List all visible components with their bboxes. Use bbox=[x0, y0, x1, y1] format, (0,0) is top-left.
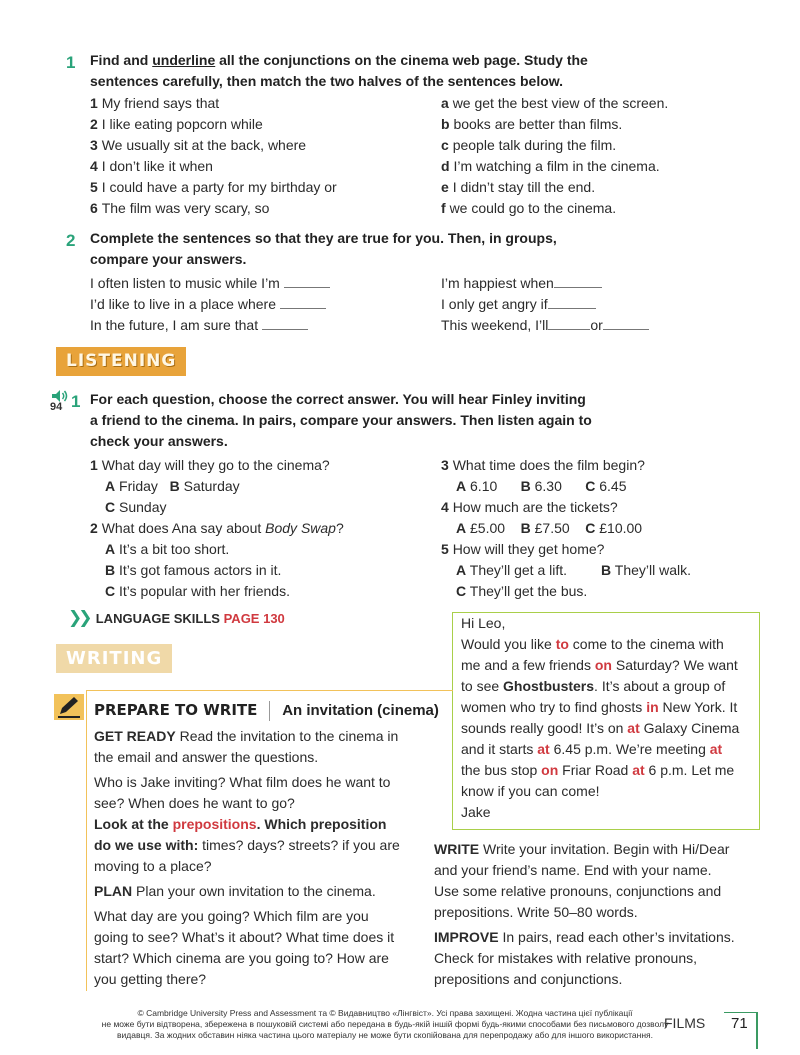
section-label: FILMS bbox=[664, 1015, 706, 1031]
track-number: 94 bbox=[50, 401, 63, 413]
list-item: 3 We usually sit at the back, where bbox=[90, 137, 307, 153]
list-item: e I didn’t stay till the end. bbox=[441, 179, 596, 195]
answer-option[interactable]: C It’s popular with her friends. bbox=[105, 583, 290, 599]
option[interactable]: £7.50 bbox=[534, 520, 570, 536]
question: 2 What does Ana say about Body Swap? bbox=[90, 520, 344, 536]
list-item: 4 I don’t like it when bbox=[90, 158, 213, 174]
audio-icon[interactable] bbox=[50, 388, 70, 402]
sentence-prompts-right bbox=[441, 273, 761, 336]
answer-options: A 6.10 B 6.30 C 6.45 bbox=[456, 478, 627, 494]
sentence-prompts-left bbox=[90, 273, 430, 336]
page-number: 71 bbox=[731, 1015, 748, 1032]
option[interactable]: They’ll get a lift. bbox=[469, 562, 568, 578]
questions-right bbox=[441, 455, 771, 602]
answer-blank[interactable] bbox=[548, 315, 590, 330]
question: 1 What day will they go to the cinema? bbox=[90, 457, 330, 473]
list-item: b books are better than films. bbox=[441, 116, 623, 132]
prepare-text: GET READY Read the invitation to the cinema in the email and answer the questions. Who is Jake inviting? What film does he want to see? When does he want to go? Look at the prepositions. Which preposition do we use with: times? days? streets? if you are moving to a place? PLAN Plan your own invitation to the cinema. What day are you going? Which film are you going to see? What’s it about? What time does it start? Which cinema are you going to? How are you getting there? bbox=[94, 728, 400, 987]
question: 3 What time does the film begin? bbox=[441, 457, 645, 473]
question: 5 How will they get home? bbox=[441, 541, 605, 557]
exercise-instruction-line2: a friend to the cinema. In pairs, compare your answers. Then listen again to bbox=[90, 412, 592, 428]
writing-banner: WRITING bbox=[56, 644, 172, 673]
answer-blank[interactable] bbox=[284, 273, 330, 288]
answer-options: C Sunday bbox=[105, 499, 167, 515]
prompt-text: This weekend, I’ll bbox=[441, 317, 549, 333]
exercise-instruction: Find and underline all the conjunctions on the cinema web page. Study the bbox=[90, 52, 588, 68]
prompt-text: I only get angry if bbox=[441, 296, 548, 312]
answer-options: A £5.00 B £7.50 C £10.00 bbox=[456, 520, 643, 536]
answer-option[interactable]: B It’s got famous actors in it. bbox=[105, 562, 282, 578]
answer-blank[interactable] bbox=[603, 315, 649, 330]
exercise-number: 1 bbox=[66, 53, 76, 72]
option[interactable]: Saturday bbox=[183, 478, 240, 494]
option[interactable]: £5.00 bbox=[470, 520, 506, 536]
question: 4 How much are the tickets? bbox=[441, 499, 618, 515]
write-task: WRITE Write your invitation. Begin with Hi/Dear and your friend’s name. End with your name. Use some relative pronouns, conjunctions and prepositions. Write 50–80 words. IMPROVE In pairs, read each other’s invitations. Check for mistakes with relative pronouns, prepositions and conjunctions. bbox=[434, 841, 735, 987]
answer-blank[interactable] bbox=[548, 294, 596, 309]
language-skills-link[interactable]: ❯❯ LANGUAGE SKILLS PAGE 130 bbox=[68, 608, 285, 627]
list-item: 1 My friend says that bbox=[90, 95, 220, 111]
answer-options: C They’ll get the bus. bbox=[456, 583, 588, 599]
list-item: 2 I like eating popcorn while bbox=[90, 116, 263, 132]
exercise-instruction-line3: check your answers. bbox=[90, 433, 228, 449]
answer-blank[interactable] bbox=[554, 273, 602, 288]
sentence-endings bbox=[441, 93, 761, 219]
listening-banner: LISTENING bbox=[56, 347, 186, 376]
option[interactable]: Friday bbox=[119, 478, 158, 494]
prompt-text: or bbox=[590, 317, 603, 333]
sentence-starts bbox=[90, 93, 430, 219]
prepare-heading: PREPARE TO WRITE An invitation (cinema) bbox=[94, 700, 439, 721]
copyright-notice: © Cambridge University Press and Assessment та © Видавництво «Лінгвіст». Усі права захищені. Жодна частина цієї публікації не може бути відтворена, збережена в пошуковій системі або передана в будь-якій іншій формі будь-якими способами без письмового дозволу видавця. За жодних обставин ніяка частина цього матеріалу не може бути скопійована для перепродажу або для іншого використання. bbox=[101, 1008, 669, 1040]
prompt-text: In the future, I am sure that bbox=[90, 317, 259, 333]
exercise-instruction-line2: sentences carefully, then match the two halves of the sentences below. bbox=[90, 73, 564, 89]
questions-left bbox=[90, 455, 430, 602]
list-item: c people talk during the film. bbox=[441, 137, 617, 153]
email-text: Hi Leo, Would you like to come to the cinema with me and a few friends on Saturday? We want to see Ghostbusters. It’s about a group of women who try to find ghosts in New York. It sounds really good! It’s on at Galaxy Cinema and it starts at 6.45 p.m. We’re meeting at the bus stop on Friar Road at 6 p.m. Let me know if you can come! Jake bbox=[461, 615, 740, 820]
answer-options: A Friday B Saturday bbox=[105, 478, 240, 494]
answer-blank[interactable] bbox=[280, 294, 326, 309]
prompt-text: I’m happiest when bbox=[441, 275, 554, 291]
pencil-icon bbox=[54, 694, 84, 720]
list-item: a we get the best view of the screen. bbox=[441, 95, 669, 111]
option[interactable]: Sunday bbox=[119, 499, 167, 515]
option[interactable]: 6.30 bbox=[534, 478, 562, 494]
prompt-text: I often listen to music while I’m bbox=[90, 275, 280, 291]
list-item: f we could go to the cinema. bbox=[441, 200, 617, 216]
list-item: d I’m watching a film in the cinema. bbox=[441, 158, 660, 174]
exercise-instruction: For each question, choose the correct answer. You will hear Finley inviting bbox=[90, 391, 586, 407]
prompt-text: I’d like to live in a place where bbox=[90, 296, 276, 312]
exercise-instruction: Complete the sentences so that they are true for you. Then, in groups, bbox=[90, 230, 557, 246]
double-chevron-icon: ❯❯ bbox=[68, 608, 89, 627]
exercise-number: 1 bbox=[71, 392, 81, 411]
exercise-instruction-line2: compare your answers. bbox=[90, 251, 247, 267]
list-item: 6 The film was very scary, so bbox=[90, 200, 270, 216]
option[interactable]: 6.45 bbox=[599, 478, 627, 494]
exercise-number: 2 bbox=[66, 231, 76, 250]
option[interactable]: £10.00 bbox=[599, 520, 643, 536]
answer-blank[interactable] bbox=[262, 315, 308, 330]
list-item: 5 I could have a party for my birthday or bbox=[90, 179, 337, 195]
answer-options: A They’ll get a lift. B They’ll walk. bbox=[456, 562, 692, 578]
option[interactable]: They’ll walk. bbox=[614, 562, 692, 578]
option[interactable]: 6.10 bbox=[470, 478, 498, 494]
option[interactable]: They’ll get the bus. bbox=[469, 583, 588, 599]
answer-option[interactable]: A It’s a bit too short. bbox=[105, 541, 230, 557]
